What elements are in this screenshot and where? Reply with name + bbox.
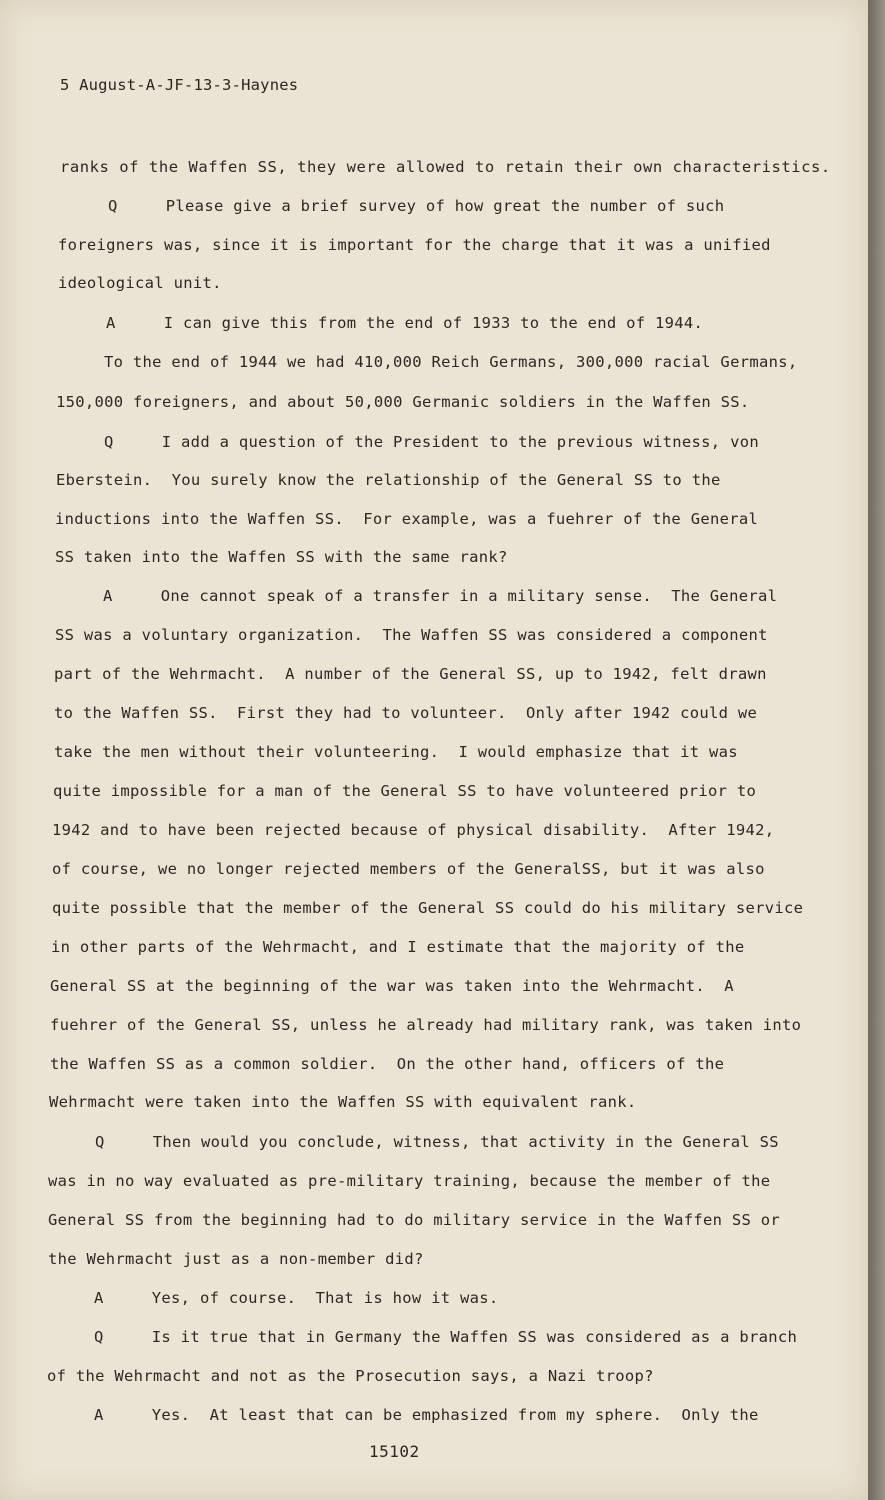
text-line: to the Waffen SS. First they had to volunteer. Only after 1942 could we xyxy=(54,704,758,722)
text-line: General SS from the beginning had to do military service in the Waffen SS or xyxy=(48,1211,781,1229)
text-line: Q I add a question of the President to the previous witness, von xyxy=(104,433,759,451)
text-line: of course, we no longer rejected members of the GeneralSS, but it was also xyxy=(52,860,765,878)
text-line: foreigners was, since it is important for the charge that it was a unified xyxy=(58,236,771,254)
text-line: A Yes, of course. That is how it was. xyxy=(94,1289,499,1307)
text-line: Q Then would you conclude, witness, that activity in the General SS xyxy=(95,1133,779,1151)
text-line: of the Wehrmacht and not as the Prosecution says, a Nazi troop? xyxy=(47,1367,654,1385)
text-line: Q Please give a brief survey of how great the number of such xyxy=(108,197,725,215)
text-line: quite impossible for a man of the General SS to have volunteered prior to xyxy=(53,782,757,800)
text-line: quite possible that the member of the General SS could do his military service xyxy=(52,899,804,917)
text-line: fuehrer of the General SS, unless he already had military rank, was taken into xyxy=(50,1016,802,1034)
text-line: take the men without their volunteering. I would emphasize that it was xyxy=(54,743,738,761)
text-line: A Yes. At least that can be emphasized from my sphere. Only the xyxy=(94,1406,759,1424)
text-line: the Wehrmacht just as a non-member did? xyxy=(48,1250,424,1268)
text-line: inductions into the Waffen SS. For example, was a fuehrer of the General xyxy=(55,510,759,528)
text-line: part of the Wehrmacht. A number of the General SS, up to 1942, felt drawn xyxy=(54,665,767,683)
text-line: To the end of 1944 we had 410,000 Reich Germans, 300,000 racial Germans, xyxy=(104,353,798,371)
text-line: 1942 and to have been rejected because of physical disability. After 1942, xyxy=(52,821,775,839)
text-line: Eberstein. You surely know the relationship of the General SS to the xyxy=(56,471,721,489)
text-line: General SS at the beginning of the war was taken into the Wehrmacht. A xyxy=(50,977,734,995)
text-line: 150,000 foreigners, and about 50,000 Germanic soldiers in the Waffen SS. xyxy=(56,393,750,411)
text-line: in other parts of the Wehrmacht, and I estimate that the majority of the xyxy=(51,938,745,956)
page-edge xyxy=(868,0,885,1500)
text-line: SS taken into the Waffen SS with the same rank? xyxy=(55,548,508,566)
text-line: Q Is it true that in Germany the Waffen SS was considered as a branch xyxy=(94,1328,798,1346)
text-line: ranks of the Waffen SS, they were allowed to retain their own characteristics. xyxy=(60,158,831,176)
document-header: 5 August-A-JF-13-3-Haynes xyxy=(60,76,299,94)
text-line: SS was a voluntary organization. The Waffen SS was considered a component xyxy=(55,626,768,644)
text-line: Wehrmacht were taken into the Waffen SS with equivalent rank. xyxy=(49,1093,637,1111)
text-line: A One cannot speak of a transfer in a military sense. The General xyxy=(103,587,778,605)
text-line: was in no way evaluated as pre-military training, because the member of the xyxy=(48,1172,771,1190)
text-line: ideological unit. xyxy=(58,274,222,292)
page-number: 15102 xyxy=(369,1442,420,1461)
text-line: the Waffen SS as a common soldier. On the other hand, officers of the xyxy=(50,1055,725,1073)
text-line: A I can give this from the end of 1933 to the end of 1944. xyxy=(106,314,704,332)
